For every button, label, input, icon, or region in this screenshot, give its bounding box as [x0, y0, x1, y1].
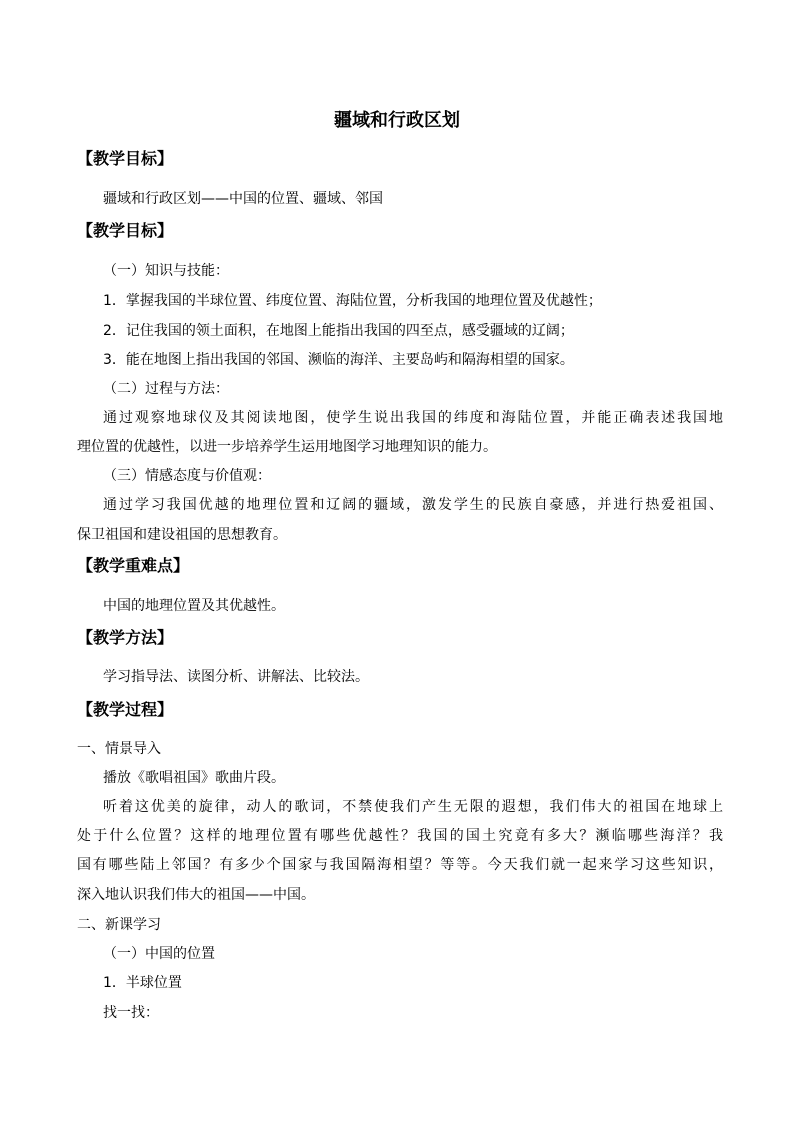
new-lesson-heading: 二、新课学习 [77, 917, 161, 933]
intro-paragraph-line-3: 国有哪些陆上邻国？有多少个国家与我国隔海相望？等等。今天我们就一起来学习这些知识， [77, 857, 723, 873]
document-title: 疆域和行政区划 [334, 110, 460, 131]
teaching-methods-text: 学习指导法、读图分析、讲解法、比较法。 [103, 669, 369, 685]
process-method-text-line-1: 通过观察地球仪及其阅读地图，使学生说出我国的纬度和海陆位置，并能正确表述我国地 [103, 410, 723, 426]
china-location-heading: （一）中国的位置 [103, 946, 215, 962]
intro-paragraph-line-1: 听着这优美的旋律，动人的歌词，不禁使我们产生无限的遐想，我们伟大的祖国在地球上 [103, 799, 723, 815]
section-heading-teaching-methods: 【教学方法】 [77, 628, 174, 647]
emotion-values-heading: （三）情感态度与价值观： [103, 468, 271, 484]
section-heading-teaching-goals-2: 【教学目标】 [77, 221, 174, 240]
intro-heading: 一、情景导入 [77, 741, 161, 757]
find-prompt-text: 找一找： [103, 1005, 159, 1021]
intro-paragraph-line-2: 处于什么位置？这样的地理位置有哪些优越性？我国的国土究竟有多大？濒临哪些海洋？我 [77, 828, 723, 844]
process-method-text-line-2: 理位置的优越性，以进一步培养学生运用地图学习地理知识的能力。 [77, 439, 497, 455]
goal-summary-text: 疆域和行政区划——中国的位置、疆域、邻国 [103, 191, 383, 207]
knowledge-item-1: 1．掌握我国的半球位置、纬度位置、海陆位置，分析我国的地理位置及优越性； [103, 293, 602, 309]
section-heading-key-points: 【教学重难点】 [77, 556, 190, 575]
knowledge-item-2: 2．记住我国的领土面积，在地图上能指出我国的四至点，感受疆域的辽阔； [103, 323, 574, 339]
intro-paragraph-line-4: 深入地认识我们伟大的祖国——中国。 [77, 887, 315, 903]
hemisphere-location-heading: 1．半球位置 [103, 975, 182, 991]
section-heading-teaching-process: 【教学过程】 [77, 700, 174, 719]
intro-music-line: 播放《歌唱祖国》歌曲片段。 [103, 770, 285, 786]
key-points-text: 中国的地理位置及其优越性。 [103, 598, 285, 614]
knowledge-item-3: 3．能在地图上指出我国的邻国、濒临的海洋、主要岛屿和隔海相望的国家。 [103, 352, 574, 368]
section-heading-teaching-goals: 【教学目标】 [77, 149, 174, 168]
process-method-heading: （二）过程与方法： [103, 381, 229, 397]
emotion-values-text-line-2: 保卫祖国和建设祖国的思想教育。 [77, 527, 287, 543]
knowledge-skills-heading: （一）知识与技能： [103, 263, 229, 279]
emotion-values-text-line-1: 通过学习我国优越的地理位置和辽阔的疆域，激发学生的民族自豪感，并进行热爱祖国、 [103, 497, 723, 513]
